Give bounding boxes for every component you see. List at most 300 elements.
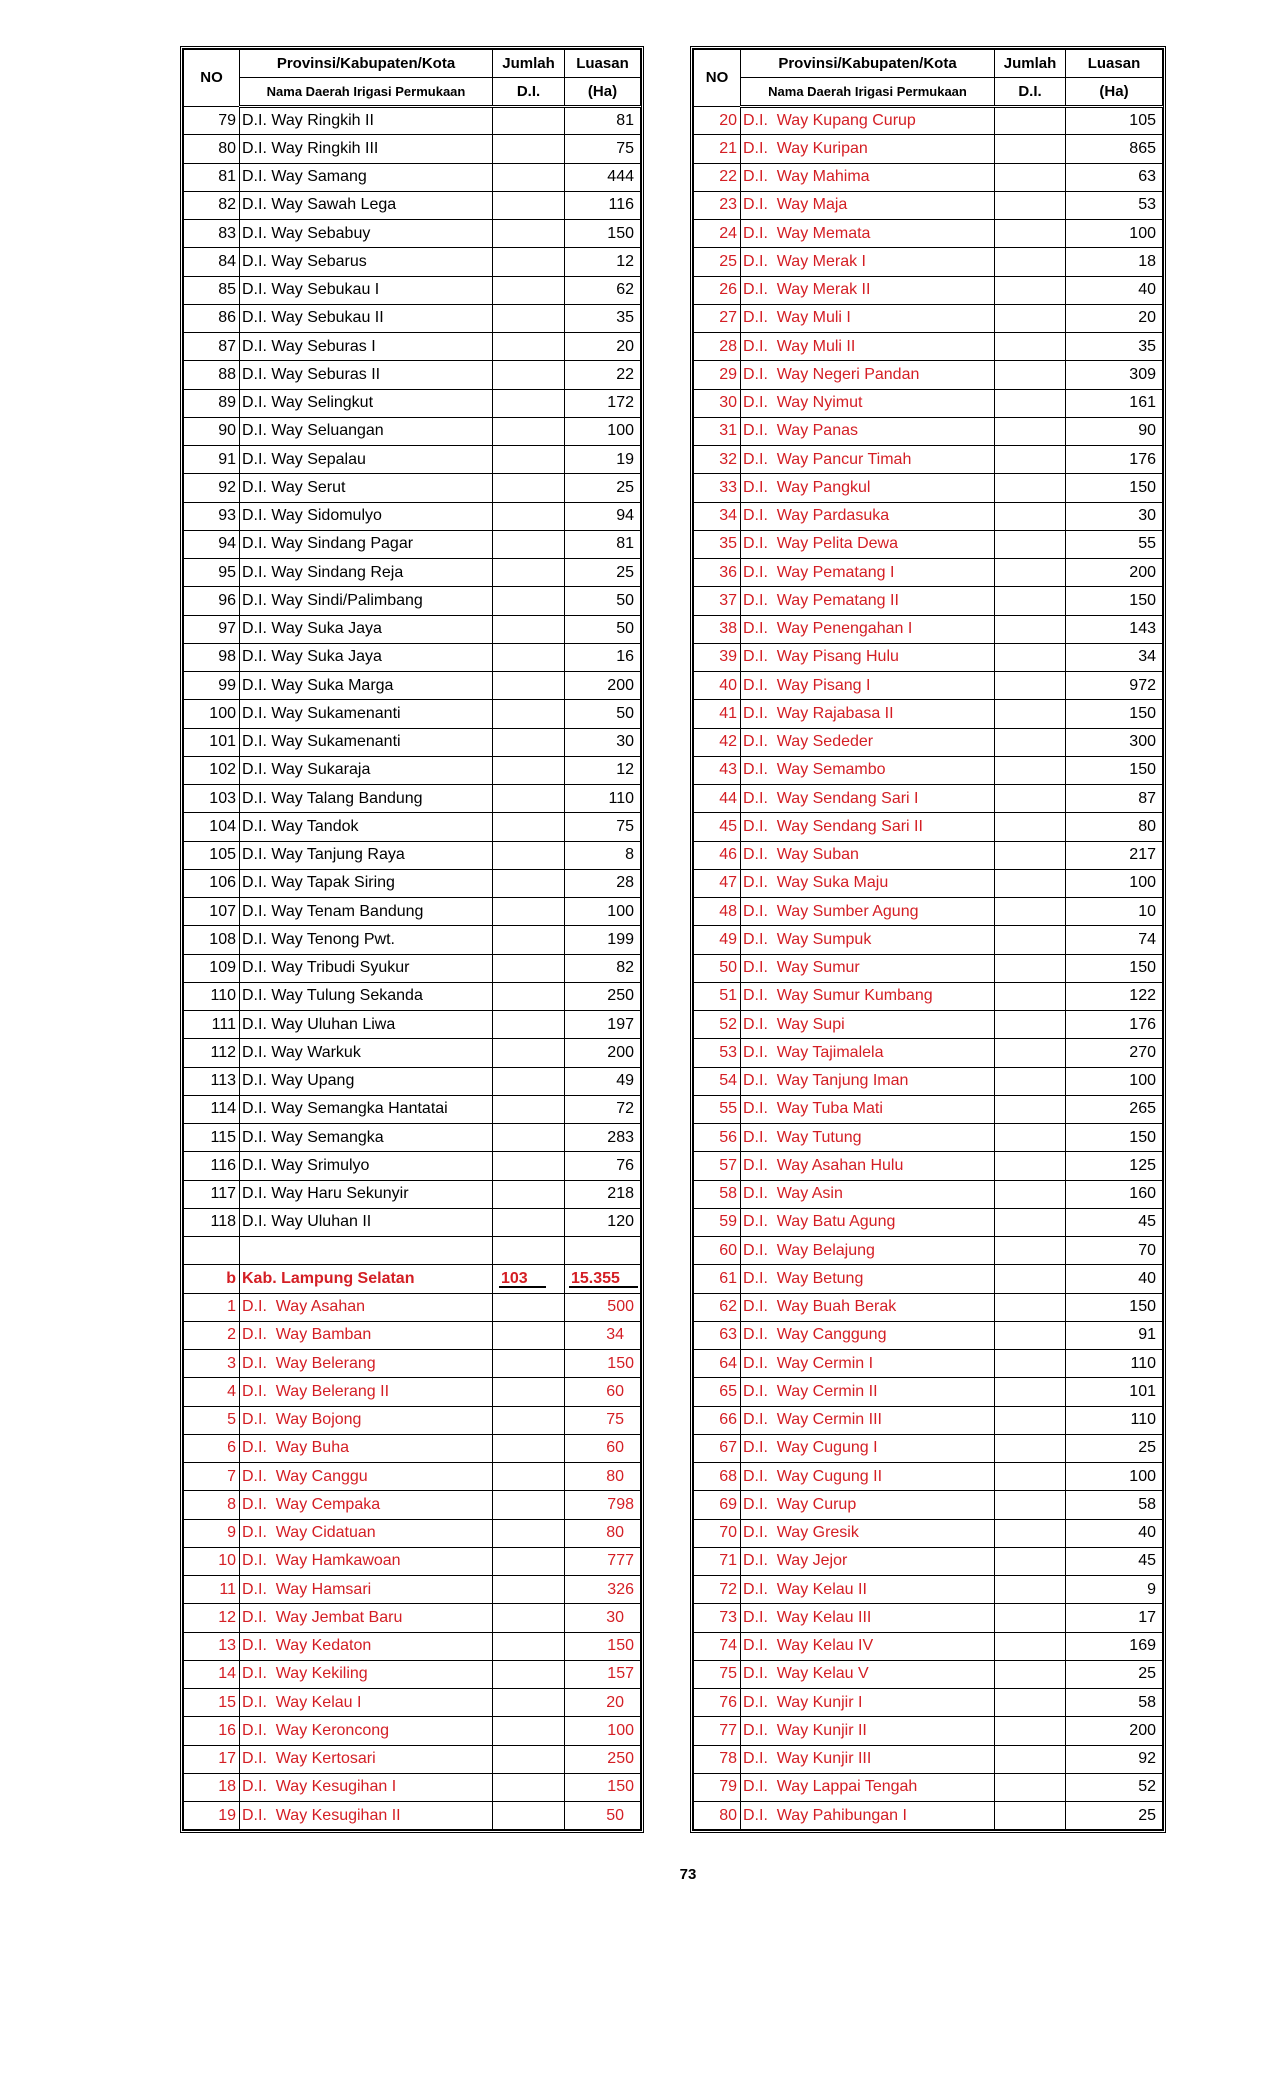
jumlah-cell bbox=[995, 756, 1066, 784]
table-row bbox=[694, 1350, 1163, 1378]
jumlah-cell bbox=[493, 1095, 565, 1123]
jumlah-cell bbox=[493, 559, 565, 587]
table-row bbox=[694, 474, 1163, 502]
jumlah-cell bbox=[493, 1180, 565, 1208]
row-number: 87 bbox=[184, 333, 240, 361]
luasan-value: 150 bbox=[565, 220, 641, 248]
header-luasan-line1: Luasan bbox=[1066, 50, 1163, 78]
header-luasan-line2: (Ha) bbox=[565, 78, 641, 107]
table-row bbox=[184, 1350, 641, 1378]
left-irrigation-table bbox=[180, 46, 644, 1833]
table-row bbox=[694, 926, 1163, 954]
table-row bbox=[184, 361, 641, 389]
irrigation-area-name: D.I. Way Tenam Bandung bbox=[240, 898, 493, 926]
row-number: 50 bbox=[694, 954, 741, 982]
irrigation-area-name: D.I. Way Suka Maju bbox=[741, 869, 995, 897]
irrigation-area-name: D.I. Way Talang Bandung bbox=[240, 785, 493, 813]
table-row bbox=[694, 587, 1163, 615]
luasan-value: 30 bbox=[565, 728, 641, 756]
luasan-value: 150 bbox=[1066, 756, 1163, 784]
row-number: 25 bbox=[694, 248, 741, 276]
irrigation-area-name: D.I. Way Sindang Reja bbox=[240, 559, 493, 587]
row-number: 88 bbox=[184, 361, 240, 389]
row-number: 91 bbox=[184, 446, 240, 474]
row-number: 84 bbox=[184, 248, 240, 276]
row-number: 49 bbox=[694, 926, 741, 954]
irrigation-area-name: D.I. Way Bojong bbox=[240, 1406, 493, 1434]
blank-cell bbox=[184, 1237, 240, 1265]
table-row bbox=[184, 163, 641, 191]
jumlah-cell bbox=[493, 417, 565, 445]
irrigation-area-name: D.I. Way Uluhan Liwa bbox=[240, 1011, 493, 1039]
luasan-value: 200 bbox=[565, 672, 641, 700]
row-number: 45 bbox=[694, 813, 741, 841]
row-number: 100 bbox=[184, 700, 240, 728]
irrigation-area-name: D.I. Way Semambo bbox=[741, 756, 995, 784]
luasan-value: 444 bbox=[565, 163, 641, 191]
irrigation-area-name: D.I. Way Kunjir I bbox=[741, 1689, 995, 1717]
irrigation-area-name: D.I. Way Merak I bbox=[741, 248, 995, 276]
header-name-line2: Nama Daerah Irigasi Permukaan bbox=[240, 78, 493, 107]
luasan-value: 10 bbox=[1066, 898, 1163, 926]
blank-cell bbox=[565, 1237, 641, 1265]
table-row bbox=[694, 1406, 1163, 1434]
row-number: 71 bbox=[694, 1547, 741, 1575]
irrigation-area-name: D.I. Way Rajabasa II bbox=[741, 700, 995, 728]
irrigation-area-name: D.I. Way Samang bbox=[240, 163, 493, 191]
row-number: 66 bbox=[694, 1406, 741, 1434]
table-row bbox=[694, 417, 1163, 445]
table-row bbox=[694, 1293, 1163, 1321]
table-row bbox=[184, 417, 641, 445]
row-number: 32 bbox=[694, 446, 741, 474]
row-number: 16 bbox=[184, 1717, 240, 1745]
row-number: 29 bbox=[694, 361, 741, 389]
jumlah-cell bbox=[995, 107, 1066, 135]
irrigation-area-name: D.I. Way Uluhan II bbox=[240, 1208, 493, 1236]
irrigation-area-name: D.I. Way Sukamenanti bbox=[240, 728, 493, 756]
luasan-value: 30 bbox=[565, 1604, 641, 1632]
row-number: 73 bbox=[694, 1604, 741, 1632]
luasan-value: 150 bbox=[565, 1773, 641, 1801]
table-row bbox=[694, 333, 1163, 361]
left-table-header bbox=[184, 50, 641, 107]
table-row bbox=[694, 1632, 1163, 1660]
jumlah-cell bbox=[995, 1095, 1066, 1123]
irrigation-area-name: D.I. Way Tapak Siring bbox=[240, 869, 493, 897]
row-number: 102 bbox=[184, 756, 240, 784]
irrigation-area-name: D.I. Way Betung bbox=[741, 1265, 995, 1293]
table-row bbox=[184, 1011, 641, 1039]
jumlah-cell bbox=[995, 474, 1066, 502]
luasan-value: 116 bbox=[565, 191, 641, 219]
table-row bbox=[694, 191, 1163, 219]
table-row bbox=[694, 1717, 1163, 1745]
irrigation-area-name: D.I. Way Hamkawoan bbox=[240, 1547, 493, 1575]
jumlah-cell bbox=[995, 1463, 1066, 1491]
irrigation-area-name: D.I. Way Kunjir II bbox=[741, 1717, 995, 1745]
luasan-value: 500 bbox=[565, 1293, 641, 1321]
row-number: 85 bbox=[184, 276, 240, 304]
luasan-value: 82 bbox=[565, 954, 641, 982]
jumlah-cell bbox=[995, 869, 1066, 897]
jumlah-cell bbox=[995, 1208, 1066, 1236]
luasan-value: 777 bbox=[565, 1547, 641, 1575]
irrigation-area-name: D.I. Way Cugung II bbox=[741, 1463, 995, 1491]
jumlah-cell bbox=[995, 1406, 1066, 1434]
jumlah-cell bbox=[995, 1067, 1066, 1095]
irrigation-area-name: D.I. Way Kuripan bbox=[741, 135, 995, 163]
irrigation-area-name: D.I. Way Canggu bbox=[240, 1463, 493, 1491]
irrigation-area-name: D.I. Way Kunjir III bbox=[741, 1745, 995, 1773]
header-no: NO bbox=[184, 50, 240, 107]
luasan-value: 150 bbox=[1066, 1124, 1163, 1152]
irrigation-area-name: D.I. Way Kupang Curup bbox=[741, 107, 995, 135]
luasan-value: 50 bbox=[565, 615, 641, 643]
jumlah-cell bbox=[995, 1632, 1066, 1660]
row-number: 82 bbox=[184, 191, 240, 219]
luasan-value: 150 bbox=[565, 1632, 641, 1660]
luasan-value: 157 bbox=[565, 1660, 641, 1688]
row-number: 79 bbox=[184, 107, 240, 135]
header-luasan-line1: Luasan bbox=[565, 50, 641, 78]
row-number: 77 bbox=[694, 1717, 741, 1745]
section-luasan-cell bbox=[565, 1265, 641, 1293]
luasan-value: 81 bbox=[565, 107, 641, 135]
row-number: 14 bbox=[184, 1660, 240, 1688]
row-number: 38 bbox=[694, 615, 741, 643]
table-row bbox=[694, 1237, 1163, 1265]
luasan-value: 19 bbox=[565, 446, 641, 474]
row-number: 11 bbox=[184, 1576, 240, 1604]
irrigation-area-name: D.I. Way Buha bbox=[240, 1434, 493, 1462]
table-row bbox=[184, 1632, 641, 1660]
luasan-value: 49 bbox=[565, 1067, 641, 1095]
right-table-body bbox=[694, 107, 1163, 1830]
irrigation-area-name: D.I. Way Tribudi Syukur bbox=[240, 954, 493, 982]
row-number: 78 bbox=[694, 1745, 741, 1773]
luasan-value: 50 bbox=[565, 1802, 641, 1830]
row-number: 4 bbox=[184, 1378, 240, 1406]
irrigation-area-name: D.I. Way Kelau I bbox=[240, 1689, 493, 1717]
right-table-header bbox=[694, 50, 1163, 107]
row-number: 67 bbox=[694, 1434, 741, 1462]
table-row bbox=[184, 1745, 641, 1773]
jumlah-cell bbox=[493, 1773, 565, 1801]
table-row bbox=[184, 1095, 641, 1123]
luasan-value: 94 bbox=[565, 502, 641, 530]
table-row bbox=[184, 1576, 641, 1604]
luasan-value: 101 bbox=[1066, 1378, 1163, 1406]
row-number: 110 bbox=[184, 982, 240, 1010]
irrigation-area-name: D.I. Way Maja bbox=[741, 191, 995, 219]
jumlah-cell bbox=[995, 1434, 1066, 1462]
jumlah-cell bbox=[493, 163, 565, 191]
row-number: 69 bbox=[694, 1491, 741, 1519]
jumlah-cell bbox=[493, 756, 565, 784]
jumlah-cell bbox=[493, 1321, 565, 1349]
luasan-value: 74 bbox=[1066, 926, 1163, 954]
luasan-value: 100 bbox=[565, 898, 641, 926]
luasan-value: 176 bbox=[1066, 1011, 1163, 1039]
luasan-value: 100 bbox=[1066, 1463, 1163, 1491]
row-number: 111 bbox=[184, 1011, 240, 1039]
irrigation-area-name: D.I. Way Sumpuk bbox=[741, 926, 995, 954]
table-row bbox=[694, 1152, 1163, 1180]
jumlah-cell bbox=[493, 389, 565, 417]
table-row bbox=[184, 276, 641, 304]
irrigation-area-name: D.I. Way Cermin II bbox=[741, 1378, 995, 1406]
luasan-value: 283 bbox=[565, 1124, 641, 1152]
jumlah-cell bbox=[493, 728, 565, 756]
irrigation-area-name: D.I. Way Buah Berak bbox=[741, 1293, 995, 1321]
irrigation-area-name: D.I. Way Supi bbox=[741, 1011, 995, 1039]
irrigation-area-name: D.I. Way Cermin I bbox=[741, 1350, 995, 1378]
irrigation-area-name: D.I. Way Cugung I bbox=[741, 1434, 995, 1462]
jumlah-cell bbox=[995, 1604, 1066, 1632]
irrigation-area-name: D.I. Way Sebarus bbox=[240, 248, 493, 276]
jumlah-cell bbox=[493, 926, 565, 954]
row-number: 7 bbox=[184, 1463, 240, 1491]
jumlah-cell bbox=[995, 615, 1066, 643]
luasan-value: 150 bbox=[1066, 587, 1163, 615]
irrigation-area-name: D.I. Way Sindang Pagar bbox=[240, 530, 493, 558]
jumlah-cell bbox=[493, 1660, 565, 1688]
jumlah-cell bbox=[995, 1152, 1066, 1180]
irrigation-area-name: D.I. Way Keroncong bbox=[240, 1717, 493, 1745]
luasan-value: 75 bbox=[565, 1406, 641, 1434]
row-number: 90 bbox=[184, 417, 240, 445]
irrigation-area-name: D.I. Way Seluangan bbox=[240, 417, 493, 445]
table-row bbox=[694, 1095, 1163, 1123]
luasan-value: 63 bbox=[1066, 163, 1163, 191]
row-number: 108 bbox=[184, 926, 240, 954]
luasan-value: 300 bbox=[1066, 728, 1163, 756]
luasan-value: 40 bbox=[1066, 1265, 1163, 1293]
luasan-value: 12 bbox=[565, 756, 641, 784]
jumlah-cell bbox=[995, 1717, 1066, 1745]
table-row bbox=[694, 1208, 1163, 1236]
jumlah-cell bbox=[493, 1293, 565, 1321]
irrigation-area-name: D.I. Way Muli I bbox=[741, 304, 995, 332]
jumlah-cell bbox=[493, 1604, 565, 1632]
jumlah-cell bbox=[995, 361, 1066, 389]
luasan-value: 40 bbox=[1066, 1519, 1163, 1547]
luasan-value: 25 bbox=[565, 559, 641, 587]
irrigation-area-name: D.I. Way Curup bbox=[741, 1491, 995, 1519]
row-number: 106 bbox=[184, 869, 240, 897]
luasan-value: 150 bbox=[1066, 954, 1163, 982]
jumlah-cell bbox=[995, 191, 1066, 219]
table-row bbox=[694, 1011, 1163, 1039]
jumlah-cell bbox=[493, 587, 565, 615]
row-number: 115 bbox=[184, 1124, 240, 1152]
jumlah-cell bbox=[493, 530, 565, 558]
row-number: 80 bbox=[694, 1802, 741, 1830]
table-row bbox=[184, 1067, 641, 1095]
luasan-value: 35 bbox=[565, 304, 641, 332]
row-number: 21 bbox=[694, 135, 741, 163]
jumlah-cell bbox=[995, 417, 1066, 445]
row-number: 51 bbox=[694, 982, 741, 1010]
table-row bbox=[694, 559, 1163, 587]
luasan-value: 105 bbox=[1066, 107, 1163, 135]
table-row bbox=[184, 1689, 641, 1717]
row-number: 27 bbox=[694, 304, 741, 332]
irrigation-area-name: D.I. Way Pelita Dewa bbox=[741, 530, 995, 558]
table-row bbox=[184, 954, 641, 982]
jumlah-cell bbox=[493, 1491, 565, 1519]
row-number: 10 bbox=[184, 1547, 240, 1575]
irrigation-area-name: D.I. Way Ringkih III bbox=[240, 135, 493, 163]
jumlah-cell bbox=[493, 813, 565, 841]
irrigation-area-name: D.I. Way Panas bbox=[741, 417, 995, 445]
luasan-value: 150 bbox=[565, 1350, 641, 1378]
table-row bbox=[694, 756, 1163, 784]
row-number: 28 bbox=[694, 333, 741, 361]
table-row bbox=[184, 530, 641, 558]
luasan-value: 150 bbox=[1066, 474, 1163, 502]
luasan-value: 25 bbox=[1066, 1660, 1163, 1688]
irrigation-area-name: D.I. Way Jejor bbox=[741, 1547, 995, 1575]
table-row bbox=[694, 1378, 1163, 1406]
jumlah-cell bbox=[493, 954, 565, 982]
table-row bbox=[184, 1293, 641, 1321]
row-number: 64 bbox=[694, 1350, 741, 1378]
row-number: 113 bbox=[184, 1067, 240, 1095]
irrigation-area-name: D.I. Way Upang bbox=[240, 1067, 493, 1095]
table-row bbox=[184, 1124, 641, 1152]
luasan-value: 100 bbox=[1066, 220, 1163, 248]
irrigation-area-name: D.I. Way Tulung Sekanda bbox=[240, 982, 493, 1010]
jumlah-cell bbox=[493, 1632, 565, 1660]
jumlah-cell bbox=[995, 559, 1066, 587]
table-row bbox=[694, 982, 1163, 1010]
blank-row bbox=[184, 1237, 641, 1265]
jumlah-cell bbox=[995, 502, 1066, 530]
table-row bbox=[184, 559, 641, 587]
luasan-value: 16 bbox=[565, 643, 641, 671]
irrigation-area-name: D.I. Way Mahima bbox=[741, 163, 995, 191]
left-table-body bbox=[184, 107, 641, 1830]
row-number: 18 bbox=[184, 1773, 240, 1801]
jumlah-cell bbox=[995, 1491, 1066, 1519]
luasan-value: 9 bbox=[1066, 1576, 1163, 1604]
jumlah-cell bbox=[493, 1152, 565, 1180]
jumlah-cell bbox=[995, 954, 1066, 982]
irrigation-area-name: D.I. Way Sumur bbox=[741, 954, 995, 982]
irrigation-area-name: D.I. Way Kertosari bbox=[240, 1745, 493, 1773]
luasan-value: 12 bbox=[565, 248, 641, 276]
jumlah-cell bbox=[995, 163, 1066, 191]
jumlah-cell bbox=[493, 785, 565, 813]
luasan-value: 52 bbox=[1066, 1773, 1163, 1801]
luasan-value: 81 bbox=[565, 530, 641, 558]
jumlah-cell bbox=[995, 785, 1066, 813]
jumlah-cell bbox=[493, 615, 565, 643]
row-number: 35 bbox=[694, 530, 741, 558]
irrigation-area-name: D.I. Way Seburas I bbox=[240, 333, 493, 361]
row-number: 105 bbox=[184, 841, 240, 869]
row-number: 20 bbox=[694, 107, 741, 135]
luasan-value: 20 bbox=[565, 1689, 641, 1717]
table-row bbox=[694, 530, 1163, 558]
table-row bbox=[184, 1773, 641, 1801]
jumlah-cell bbox=[493, 1067, 565, 1095]
table-row bbox=[184, 1491, 641, 1519]
jumlah-cell bbox=[493, 135, 565, 163]
luasan-value: 53 bbox=[1066, 191, 1163, 219]
table-row bbox=[694, 813, 1163, 841]
jumlah-cell bbox=[493, 1547, 565, 1575]
table-row bbox=[694, 1745, 1163, 1773]
luasan-value: 18 bbox=[1066, 248, 1163, 276]
section-jumlah-value: 103 bbox=[499, 1271, 546, 1288]
luasan-value: 122 bbox=[1066, 982, 1163, 1010]
luasan-value: 250 bbox=[565, 1745, 641, 1773]
luasan-value: 110 bbox=[1066, 1406, 1163, 1434]
section-jumlah-cell bbox=[493, 1265, 565, 1293]
luasan-value: 80 bbox=[565, 1519, 641, 1547]
jumlah-cell bbox=[995, 220, 1066, 248]
table-row bbox=[184, 1321, 641, 1349]
table-row bbox=[184, 813, 641, 841]
luasan-value: 200 bbox=[565, 1039, 641, 1067]
irrigation-area-name: D.I. Way Jembat Baru bbox=[240, 1604, 493, 1632]
luasan-value: 200 bbox=[1066, 559, 1163, 587]
table-row bbox=[694, 107, 1163, 135]
table-row bbox=[694, 1124, 1163, 1152]
table-row bbox=[184, 1463, 641, 1491]
table-row bbox=[184, 1660, 641, 1688]
jumlah-cell bbox=[493, 333, 565, 361]
table-row bbox=[694, 1802, 1163, 1830]
irrigation-area-name: D.I. Way Sumber Agung bbox=[741, 898, 995, 926]
table-row bbox=[184, 107, 641, 135]
luasan-value: 91 bbox=[1066, 1321, 1163, 1349]
luasan-value: 100 bbox=[565, 1717, 641, 1745]
irrigation-area-name: D.I. Way Asin bbox=[741, 1180, 995, 1208]
jumlah-cell bbox=[995, 333, 1066, 361]
row-number: 76 bbox=[694, 1689, 741, 1717]
table-row bbox=[694, 1689, 1163, 1717]
row-number: 60 bbox=[694, 1237, 741, 1265]
blank-cell bbox=[240, 1237, 493, 1265]
luasan-value: 40 bbox=[1066, 276, 1163, 304]
irrigation-area-name: D.I. Way Pardasuka bbox=[741, 502, 995, 530]
table-row bbox=[694, 700, 1163, 728]
section-luasan-value: 15.355 bbox=[569, 1271, 638, 1288]
row-number: 107 bbox=[184, 898, 240, 926]
irrigation-area-name: D.I. Way Kedaton bbox=[240, 1632, 493, 1660]
luasan-value: 62 bbox=[565, 276, 641, 304]
jumlah-cell bbox=[493, 1463, 565, 1491]
jumlah-cell bbox=[995, 898, 1066, 926]
row-number: 39 bbox=[694, 643, 741, 671]
table-row bbox=[184, 1434, 641, 1462]
table-row bbox=[184, 841, 641, 869]
irrigation-area-name: D.I. Way Suka Jaya bbox=[240, 643, 493, 671]
irrigation-area-name: D.I. Way Kekiling bbox=[240, 1660, 493, 1688]
table-row bbox=[184, 700, 641, 728]
jumlah-cell bbox=[995, 446, 1066, 474]
row-number: 30 bbox=[694, 389, 741, 417]
irrigation-area-name: D.I. Way Kesugihan I bbox=[240, 1773, 493, 1801]
luasan-value: 143 bbox=[1066, 615, 1163, 643]
table-row bbox=[694, 276, 1163, 304]
luasan-value: 100 bbox=[1066, 869, 1163, 897]
table-row bbox=[694, 220, 1163, 248]
